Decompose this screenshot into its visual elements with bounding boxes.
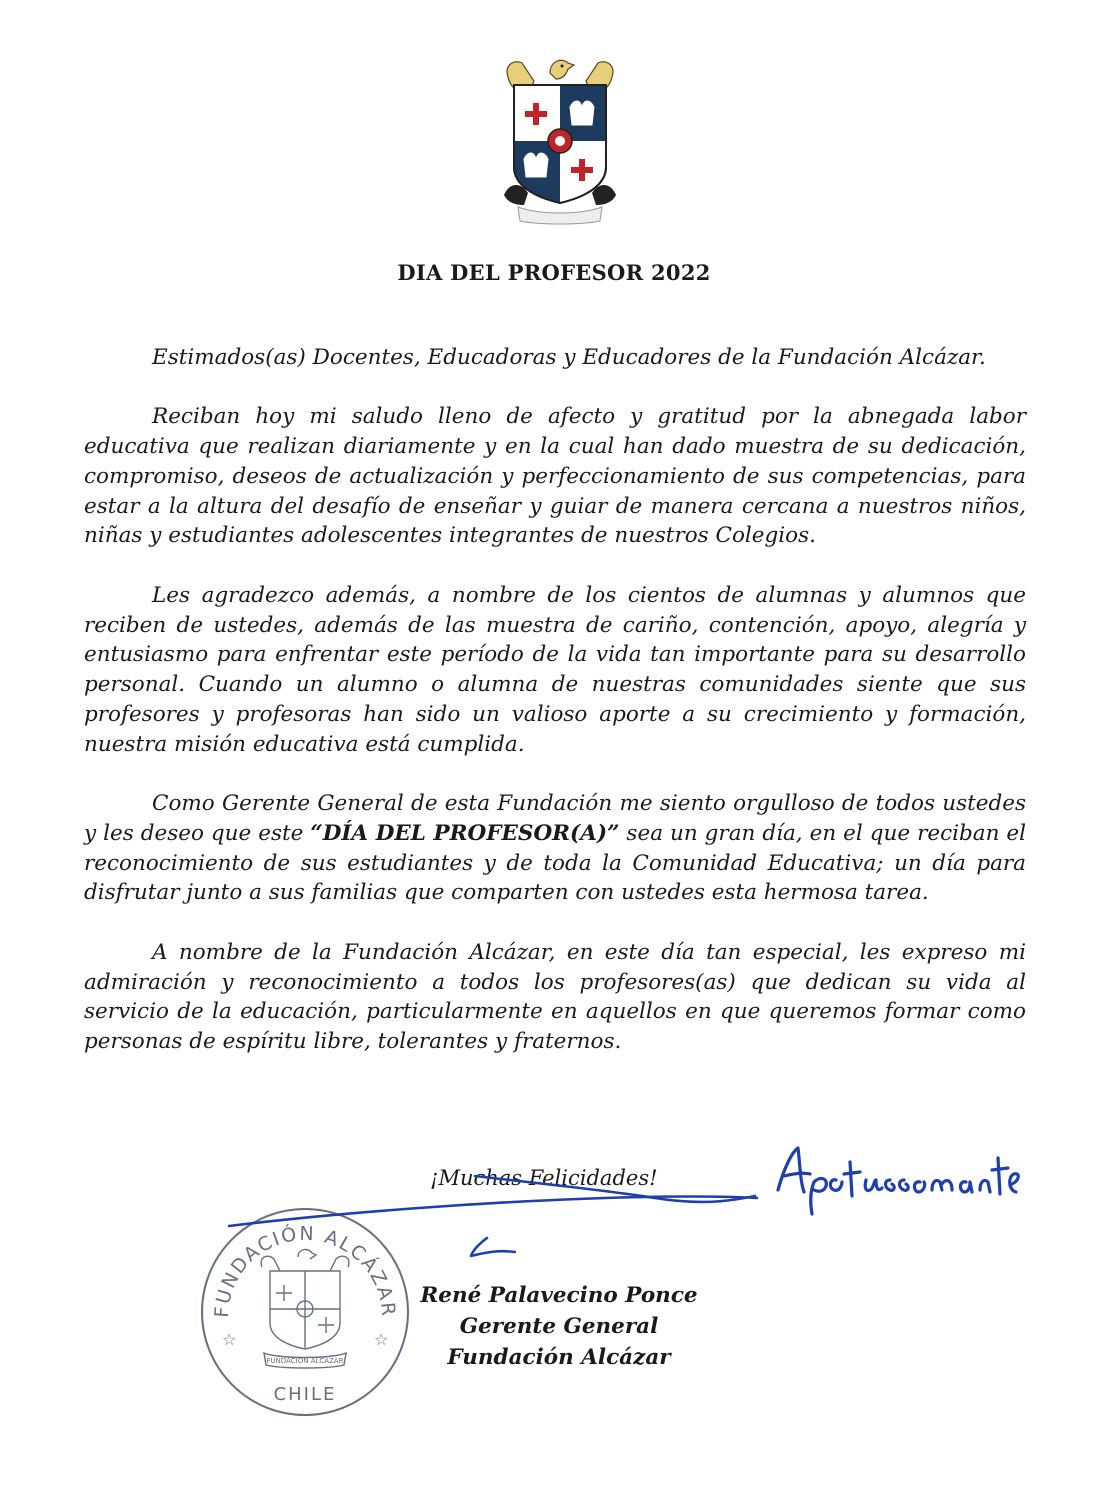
signature-mark (225, 1168, 765, 1278)
signer-name: René Palavecino Ponce (420, 1283, 698, 1308)
paragraph-3-text-start: Como Gerente General de esta Fundación me siento orgulloso de todos ustedes y les deseo que este (84, 791, 1026, 846)
paragraph-3-text-end: sea un gran día, en el que reciban el reconocimiento de sus estudiantes y de toda la Comunidad Educativa; un día para disfrutar junto a sus familias que comparten con ustedes esta hermosa tarea. (84, 820, 1027, 906)
signer-role: Gerente General (459, 1314, 659, 1339)
letter-body (84, 343, 1026, 1057)
stamp-star-right-icon: ☆ (374, 1330, 389, 1349)
teacher-day-emphasis: “DÍA DEL PROFESOR(A)” (310, 820, 620, 846)
signer-organization: Fundación Alcázar (447, 1345, 671, 1370)
stamp-bottom-text: CHILE (273, 1384, 337, 1405)
handwritten-note (770, 1140, 1020, 1220)
body-paragraph-3 (84, 789, 1026, 908)
stamp-star-left-icon: ☆ (222, 1330, 237, 1349)
greeting-paragraph: Estimados(as) Docentes, Educadoras y Educadores de la Fundación Alcázar. (152, 345, 986, 370)
body-paragraph-1: Reciban hoy mi saludo lleno de afecto y gratitud por la abnegada labor educativa que realizan diariamente y en la cual han dado muestra de su dedicación, compromiso, deseos de actualización y perfeccionamiento de sus competencias, para estar a la altura del desafío de enseñar y guiar de manera cercana a nuestros niños, niñas y estudiantes adolescentes integrantes de nuestros Colegios. (84, 404, 1026, 549)
body-paragraph-4: A nombre de la Fundación Alcázar, en este día tan especial, les expreso mi admiración y reconocimiento a todos los profesores(as) que dedican su vida al servicio de la educación, particularmente en aquellos en que queremos formar como personas de espíritu libre, tolerantes y fraternos. (84, 939, 1026, 1055)
closing-greeting: ¡Muchas Felicidades! (430, 1166, 658, 1190)
stamp-top-text: FUNDACIÓN ALCÁZAR (210, 1222, 400, 1319)
stamp-inner-text: FUNDACION ALCAZAR (266, 1357, 344, 1365)
document-title: DIA DEL PROFESOR 2022 (397, 260, 711, 285)
coat-of-arms-logo (500, 55, 620, 225)
signer-block (400, 1280, 718, 1373)
body-paragraph-2: Les agradezco además, a nombre de los cientos de alumnas y alumnos que reciben de ustedes, además de las muestra de cariño, contención, apoyo, alegría y entusiasmo para enfrentar este período de la vida tan importante para su desarrollo personal. Cuando un alumno o alumna de nuestras comunidades siente que sus profesores y profesoras han sido un valioso aporte a su crecimiento y formación, nuestra misión educativa está cumplida. (84, 582, 1026, 757)
